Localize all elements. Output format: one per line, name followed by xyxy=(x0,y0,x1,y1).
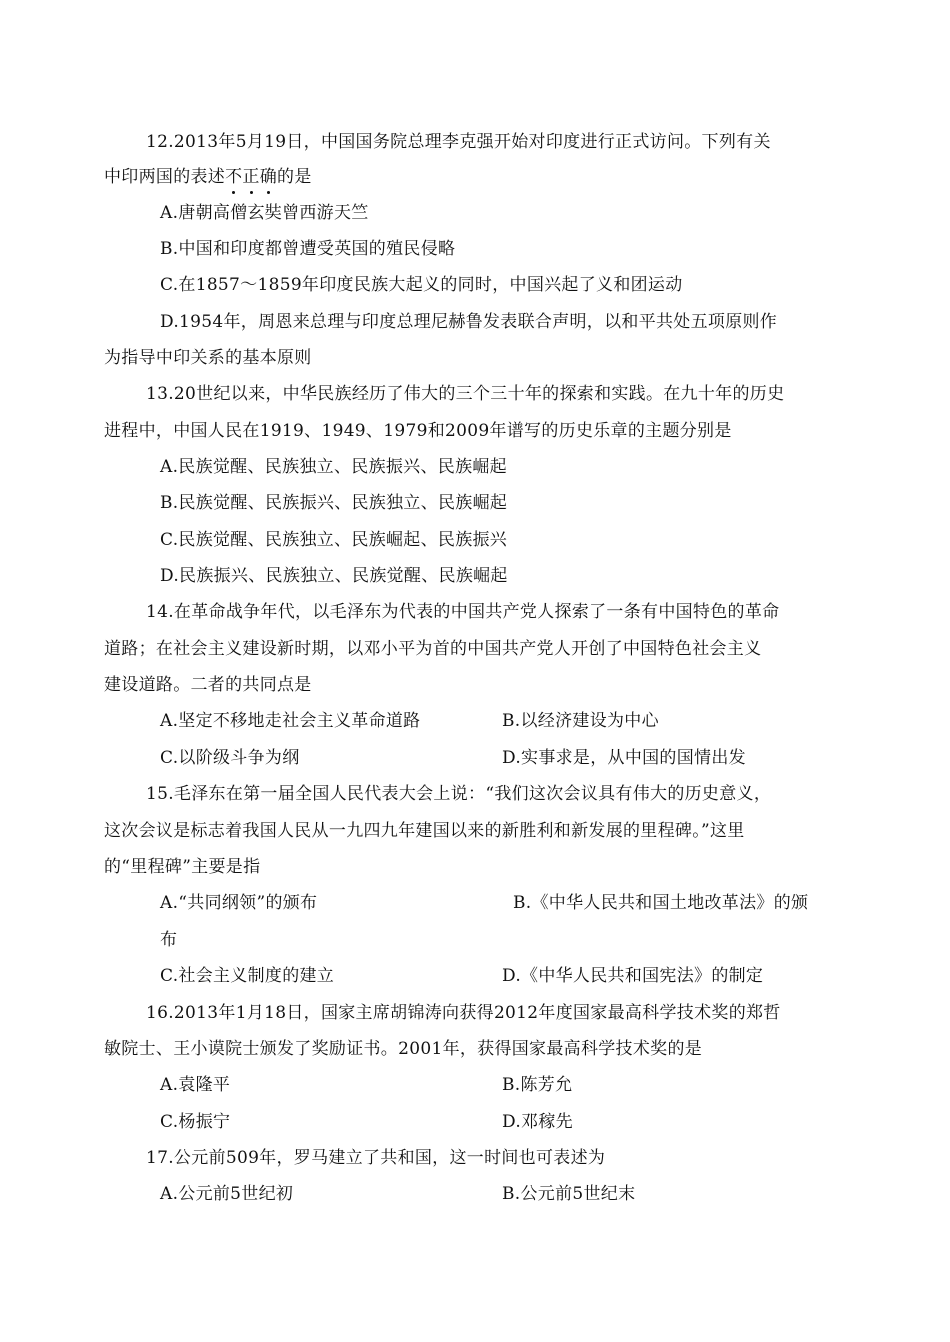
q12-stem-text-pre: 中印两国的表述 xyxy=(104,167,226,187)
q16-option-a: A.袁隆平 xyxy=(160,1075,231,1095)
q12-emphasis-char: 不 xyxy=(225,167,243,187)
q15-option-b-line-1: B.《中华人民共和国土地改革法》的颁 xyxy=(513,893,809,913)
q16-option-d: D.邓稼先 xyxy=(502,1112,573,1132)
q17-option-a: A.公元前5世纪初 xyxy=(160,1184,294,1204)
q15-stem-line-2: 这次会议是标志着我国人民从一九四九年建国以来的新胜利和新发展的里程碑。”这里 xyxy=(104,821,745,841)
q15-stem-line-3: 的“里程碑”主要是指 xyxy=(104,857,261,877)
q15-option-a: A.“共同纲领”的颁布 xyxy=(160,893,318,913)
q14-option-c: C.以阶级斗争为纲 xyxy=(160,748,300,768)
q12-option-c: C.在1857～1859年印度民族大起义的同时，中国兴起了义和团运动 xyxy=(160,275,683,295)
q15-option-b-line-2: 布 xyxy=(160,930,178,950)
q14-option-b: B.以经济建设为中心 xyxy=(502,711,659,731)
q14-stem-line-1: 14.在革命战争年代，以毛泽东为代表的中国共产党人探索了一条有中国特色的革命 xyxy=(146,602,780,622)
q12-stem-text-post: 的是 xyxy=(277,167,312,187)
q12-option-a: A.唐朝高僧玄奘曾西游天竺 xyxy=(160,203,369,223)
q13-stem-line-1: 13.20世纪以来，中华民族经历了伟大的三个三十年的探索和实践。在九十年的历史 xyxy=(146,384,785,404)
q16-stem-line-2: 敏院士、王小谟院士颁发了奖励证书。2001年，获得国家最高科学技术奖的是 xyxy=(104,1039,703,1059)
q12-option-b: B.中国和印度都曾遭受英国的殖民侵略 xyxy=(160,239,456,259)
q12-stem-line-2 xyxy=(104,165,312,189)
q13-option-b: B.民族觉醒、民族振兴、民族独立、民族崛起 xyxy=(160,493,508,513)
q17-option-b: B.公元前5世纪末 xyxy=(502,1184,636,1204)
q15-option-c: C.社会主义制度的建立 xyxy=(160,966,335,986)
q12-option-d-line-2: 为指导中印关系的基本原则 xyxy=(104,348,312,368)
q14-stem-line-2: 道路；在社会主义建设新时期，以邓小平为首的中国共产党人开创了中国特色社会主义 xyxy=(104,639,762,659)
q14-stem-line-3: 建设道路。二者的共同点是 xyxy=(104,675,312,695)
q12-stem-line-1: 12.2013年5月19日，中国国务院总理李克强开始对印度进行正式访问。下列有关 xyxy=(146,132,771,152)
q16-option-b: B.陈芳允 xyxy=(502,1075,573,1095)
q16-stem-line-1: 16.2013年1月18日，国家主席胡锦涛向获得2012年度国家最高科学技术奖的郑哲 xyxy=(146,1003,781,1023)
q14-option-a: A.坚定不移地走社会主义革命道路 xyxy=(160,711,421,731)
q16-option-c: C.杨振宁 xyxy=(160,1112,231,1132)
q12-emphasis-char: 确 xyxy=(259,167,278,187)
q15-stem-line-1: 15.毛泽东在第一届全国人民代表大会上说：“我们这次会议具有伟大的历史意义， xyxy=(146,784,772,804)
q13-option-c: C.民族觉醒、民族独立、民族崛起、民族振兴 xyxy=(160,530,508,550)
q15-option-d: D.《中华人民共和国宪法》的制定 xyxy=(502,966,764,986)
q17-stem-line-1: 17.公元前509年，罗马建立了共和国，这一时间也可表述为 xyxy=(146,1148,606,1168)
q12-emphasis-char: 正 xyxy=(242,167,260,187)
q14-option-d: D.实事求是，从中国的国情出发 xyxy=(502,748,746,768)
q13-option-d: D.民族振兴、民族独立、民族觉醒、民族崛起 xyxy=(160,566,508,586)
q13-stem-line-2: 进程中，中国人民在1919、1949、1979和2009年谱写的历史乐章的主题分别是 xyxy=(104,421,732,441)
q13-option-a: A.民族觉醒、民族独立、民族振兴、民族崛起 xyxy=(160,457,507,477)
q12-option-d-line-1: D.1954年，周恩来总理与印度总理尼赫鲁发表联合声明，以和平共处五项原则作 xyxy=(160,312,778,332)
